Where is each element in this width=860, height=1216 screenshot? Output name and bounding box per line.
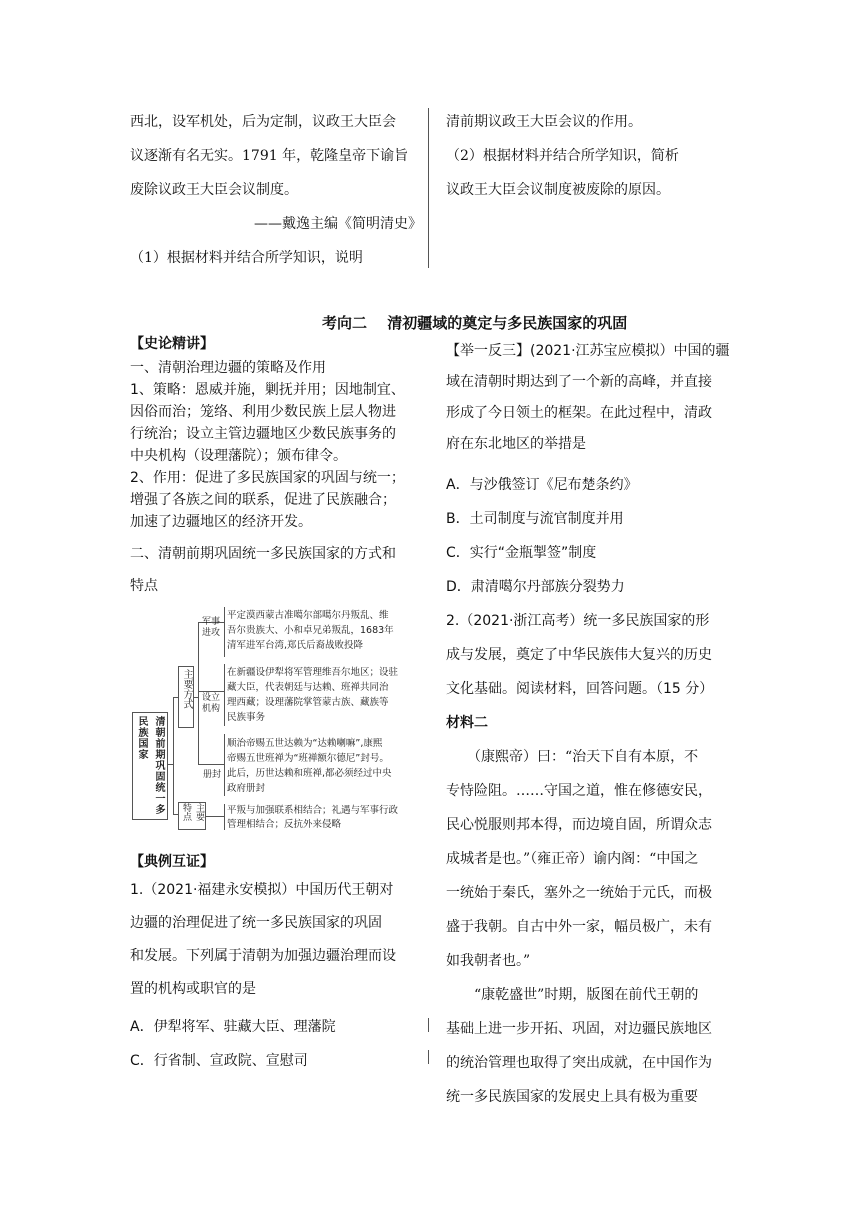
material-line-5: 一统始于秦氏，塞外之一统始于元氏，而极 xyxy=(446,885,712,901)
citation: ——戴逸主编《简明清史》 xyxy=(254,216,422,232)
mindmap-main-methods: 主要方式 xyxy=(178,666,194,728)
point2-line-1: 二、清朝前期巩固统一多民族国家的方式和 xyxy=(130,546,396,562)
material-line-7: 如我朝者也。” xyxy=(446,953,531,969)
branch-label-institutions: 设立机构 xyxy=(201,693,220,714)
juyi-line-1: 【举一反三】(2021·江苏宝应模拟）中国的疆 xyxy=(446,343,730,359)
dianli-title: 【典例互证】 xyxy=(130,854,214,870)
branch3-line: 此后，历世达赖和班禅,都必须经过中央 xyxy=(227,768,392,779)
branch3-line: 政府册封 xyxy=(227,783,266,794)
material-line-9: 基础上进一步开拓、巩固，对边疆民族地区 xyxy=(446,1021,712,1037)
q1-option-a: A．伊犁将军、驻藏大臣、理藩院 xyxy=(130,1019,336,1035)
material-line-8: “康乾盛世”时期，版图在前代王朝的 xyxy=(446,987,699,1003)
point1-line-3: 行统治；设立主管边疆地区少数民族事务的 xyxy=(130,426,396,442)
shilun-title: 【史论精讲】 xyxy=(130,336,214,352)
branch1-line: 吾尔贵族大、小和卓兄弟叛乱，1683年 xyxy=(227,625,394,636)
q1-option-c: C．行省制、宣政院、宣慰司 xyxy=(130,1053,308,1069)
point1-line-5: 2、作用：促进了多民族国家的巩固与统一； xyxy=(130,470,405,486)
branch1-line: 平定漠西蒙古准噶尔部噶尔丹叛乱、维 xyxy=(227,610,389,621)
option-a: A．与沙俄签订《尼布楚条约》 xyxy=(446,477,638,493)
branch2-line: 在新疆设伊犁将军管理维吾尔地区；设驻 xyxy=(227,667,399,678)
point1-line-4: 中央机构（设理藩院）；颁布律令。 xyxy=(130,448,347,464)
option-c: C．实行“金瓶掣签”制度 xyxy=(446,545,597,561)
point1-line-6: 增强了各族之间的联系，促进了民族融合； xyxy=(130,492,396,508)
top-column-divider xyxy=(428,108,429,268)
material-line-11: 统一多民族国家的发展史上具有极为重要 xyxy=(446,1089,698,1105)
q2-line-2: 成与发展，奠定了中华民族伟大复兴的历史 xyxy=(446,647,712,663)
question-1: （1）根据材料并结合所学知识，说明 xyxy=(130,250,363,266)
section-heading: 考向二 清初疆域的奠定与多民族国家的巩固 xyxy=(322,314,628,332)
mindmap-bracket xyxy=(224,607,225,657)
q1-line-4: 置的机构或职官的是 xyxy=(130,981,256,997)
top-left-line-3: 废除议政王大臣会议制度。 xyxy=(130,182,298,198)
mindmap-bracket xyxy=(224,804,225,830)
top-right-line-3: 议政王大臣会议制度被废除的原因。 xyxy=(446,182,670,198)
option-b: B．土司制度与流官制度并用 xyxy=(446,511,624,527)
branch3-line: 帝赐五世班禅为“班禅额尔德尼”封号。 xyxy=(227,753,389,764)
material-line-10: 的统治管理也取得了突出成就，在中国作为 xyxy=(446,1055,712,1071)
column-divider-mark xyxy=(428,1018,429,1032)
material-line-2: 专恃险阻。……守国之道，惟在修德安民， xyxy=(446,783,712,799)
branch2-line: 藏大臣，代表朝廷与达赖、班禅共同治 xyxy=(227,682,389,693)
branch-label-military: 军事进攻 xyxy=(201,617,220,638)
material-line-6: 盛于我朝。自古中外一家，幅员极广，未有 xyxy=(446,919,712,935)
material-line-4: 成城者是也。”（雍正帝）谕内阁：“中国之 xyxy=(446,851,699,867)
material-line-1: （康熙帝）曰：“治天下自有本原，不 xyxy=(446,749,699,765)
top-right-line-1: 清前期议政王大臣会议的作用。 xyxy=(446,114,642,130)
juyi-line-2: 域在清朝时期达到了一个新的高峰，并直接 xyxy=(446,374,712,390)
q1-line-1: 1.（2021·福建永安模拟）中国历代王朝对 xyxy=(130,882,394,898)
branch-label-conferral: 册封 xyxy=(202,770,221,780)
point2-line-2: 特点 xyxy=(130,578,158,594)
mindmap-bracket xyxy=(224,664,225,726)
features-line: 平叛与加强联系相结合；礼遇与军事行政 xyxy=(227,805,399,816)
option-d: D．肃清噶尔丹部族分裂势力 xyxy=(446,579,625,595)
point1-line-1: 1、策略：恩威并施，剿抚并用；因地制宜、 xyxy=(130,382,405,398)
q1-line-2: 边疆的治理促进了统一多民族国家的巩固 xyxy=(130,915,382,931)
column-divider-mark xyxy=(428,1050,429,1064)
q2-line-1: 2.（2021·浙江高考）统一多民族国家的形 xyxy=(446,613,710,629)
mindmap-diagram xyxy=(128,604,424,832)
mindmap-main-features: 主要特点 xyxy=(178,802,206,830)
branch2-line: 民族事务 xyxy=(227,712,266,723)
branch3-line: 顺治帝赐五世达赖为“达赖喇嘛”,康熙 xyxy=(227,738,383,749)
mindmap-root: 清朝前期巩固统一多民族国家 xyxy=(132,712,168,820)
juyi-line-3: 形成了今日领土的框架。在此过程中，清政 xyxy=(446,405,712,421)
q2-line-3: 文化基础。阅读材料，回答问题。（15 分） xyxy=(446,681,714,697)
mindmap-connector xyxy=(198,764,224,765)
point1-line-7: 加速了边疆地区的经济开发。 xyxy=(130,514,312,530)
material-line-3: 民心悦服则邦本得，而边境自固，所谓众志 xyxy=(446,817,712,833)
top-left-line-2: 议逐渐有名无实。1791 年，乾隆皇帝下谕旨 xyxy=(130,148,409,164)
branch1-line: 清军进军台湾,郑氏后裔战败投降 xyxy=(227,640,364,651)
q1-line-3: 和发展。下列属于清朝为加强边疆治理而设 xyxy=(130,948,396,964)
point1-title: 一、清朝治理边疆的策略及作用 xyxy=(130,360,326,376)
features-line: 管理相结合；反抗外来侵略 xyxy=(227,819,342,830)
branch2-line: 理西藏；设理藩院掌管蒙古族、藏族等 xyxy=(227,697,389,708)
mindmap-connector xyxy=(198,691,224,692)
juyi-line-4: 府在东北地区的举措是 xyxy=(446,436,586,452)
top-right-line-2: （2）根据材料并结合所学知识，简析 xyxy=(446,148,679,164)
mindmap-bracket xyxy=(206,816,224,817)
material-title: 材料二 xyxy=(446,715,488,731)
point1-line-2: 因俗而治；笼络、利用少数民族上层人物进 xyxy=(130,404,396,420)
top-left-line-1: 西北，设军机处，后为定制，议政王大臣会 xyxy=(130,114,396,130)
mindmap-connector xyxy=(173,697,174,814)
mindmap-bracket xyxy=(224,734,225,796)
